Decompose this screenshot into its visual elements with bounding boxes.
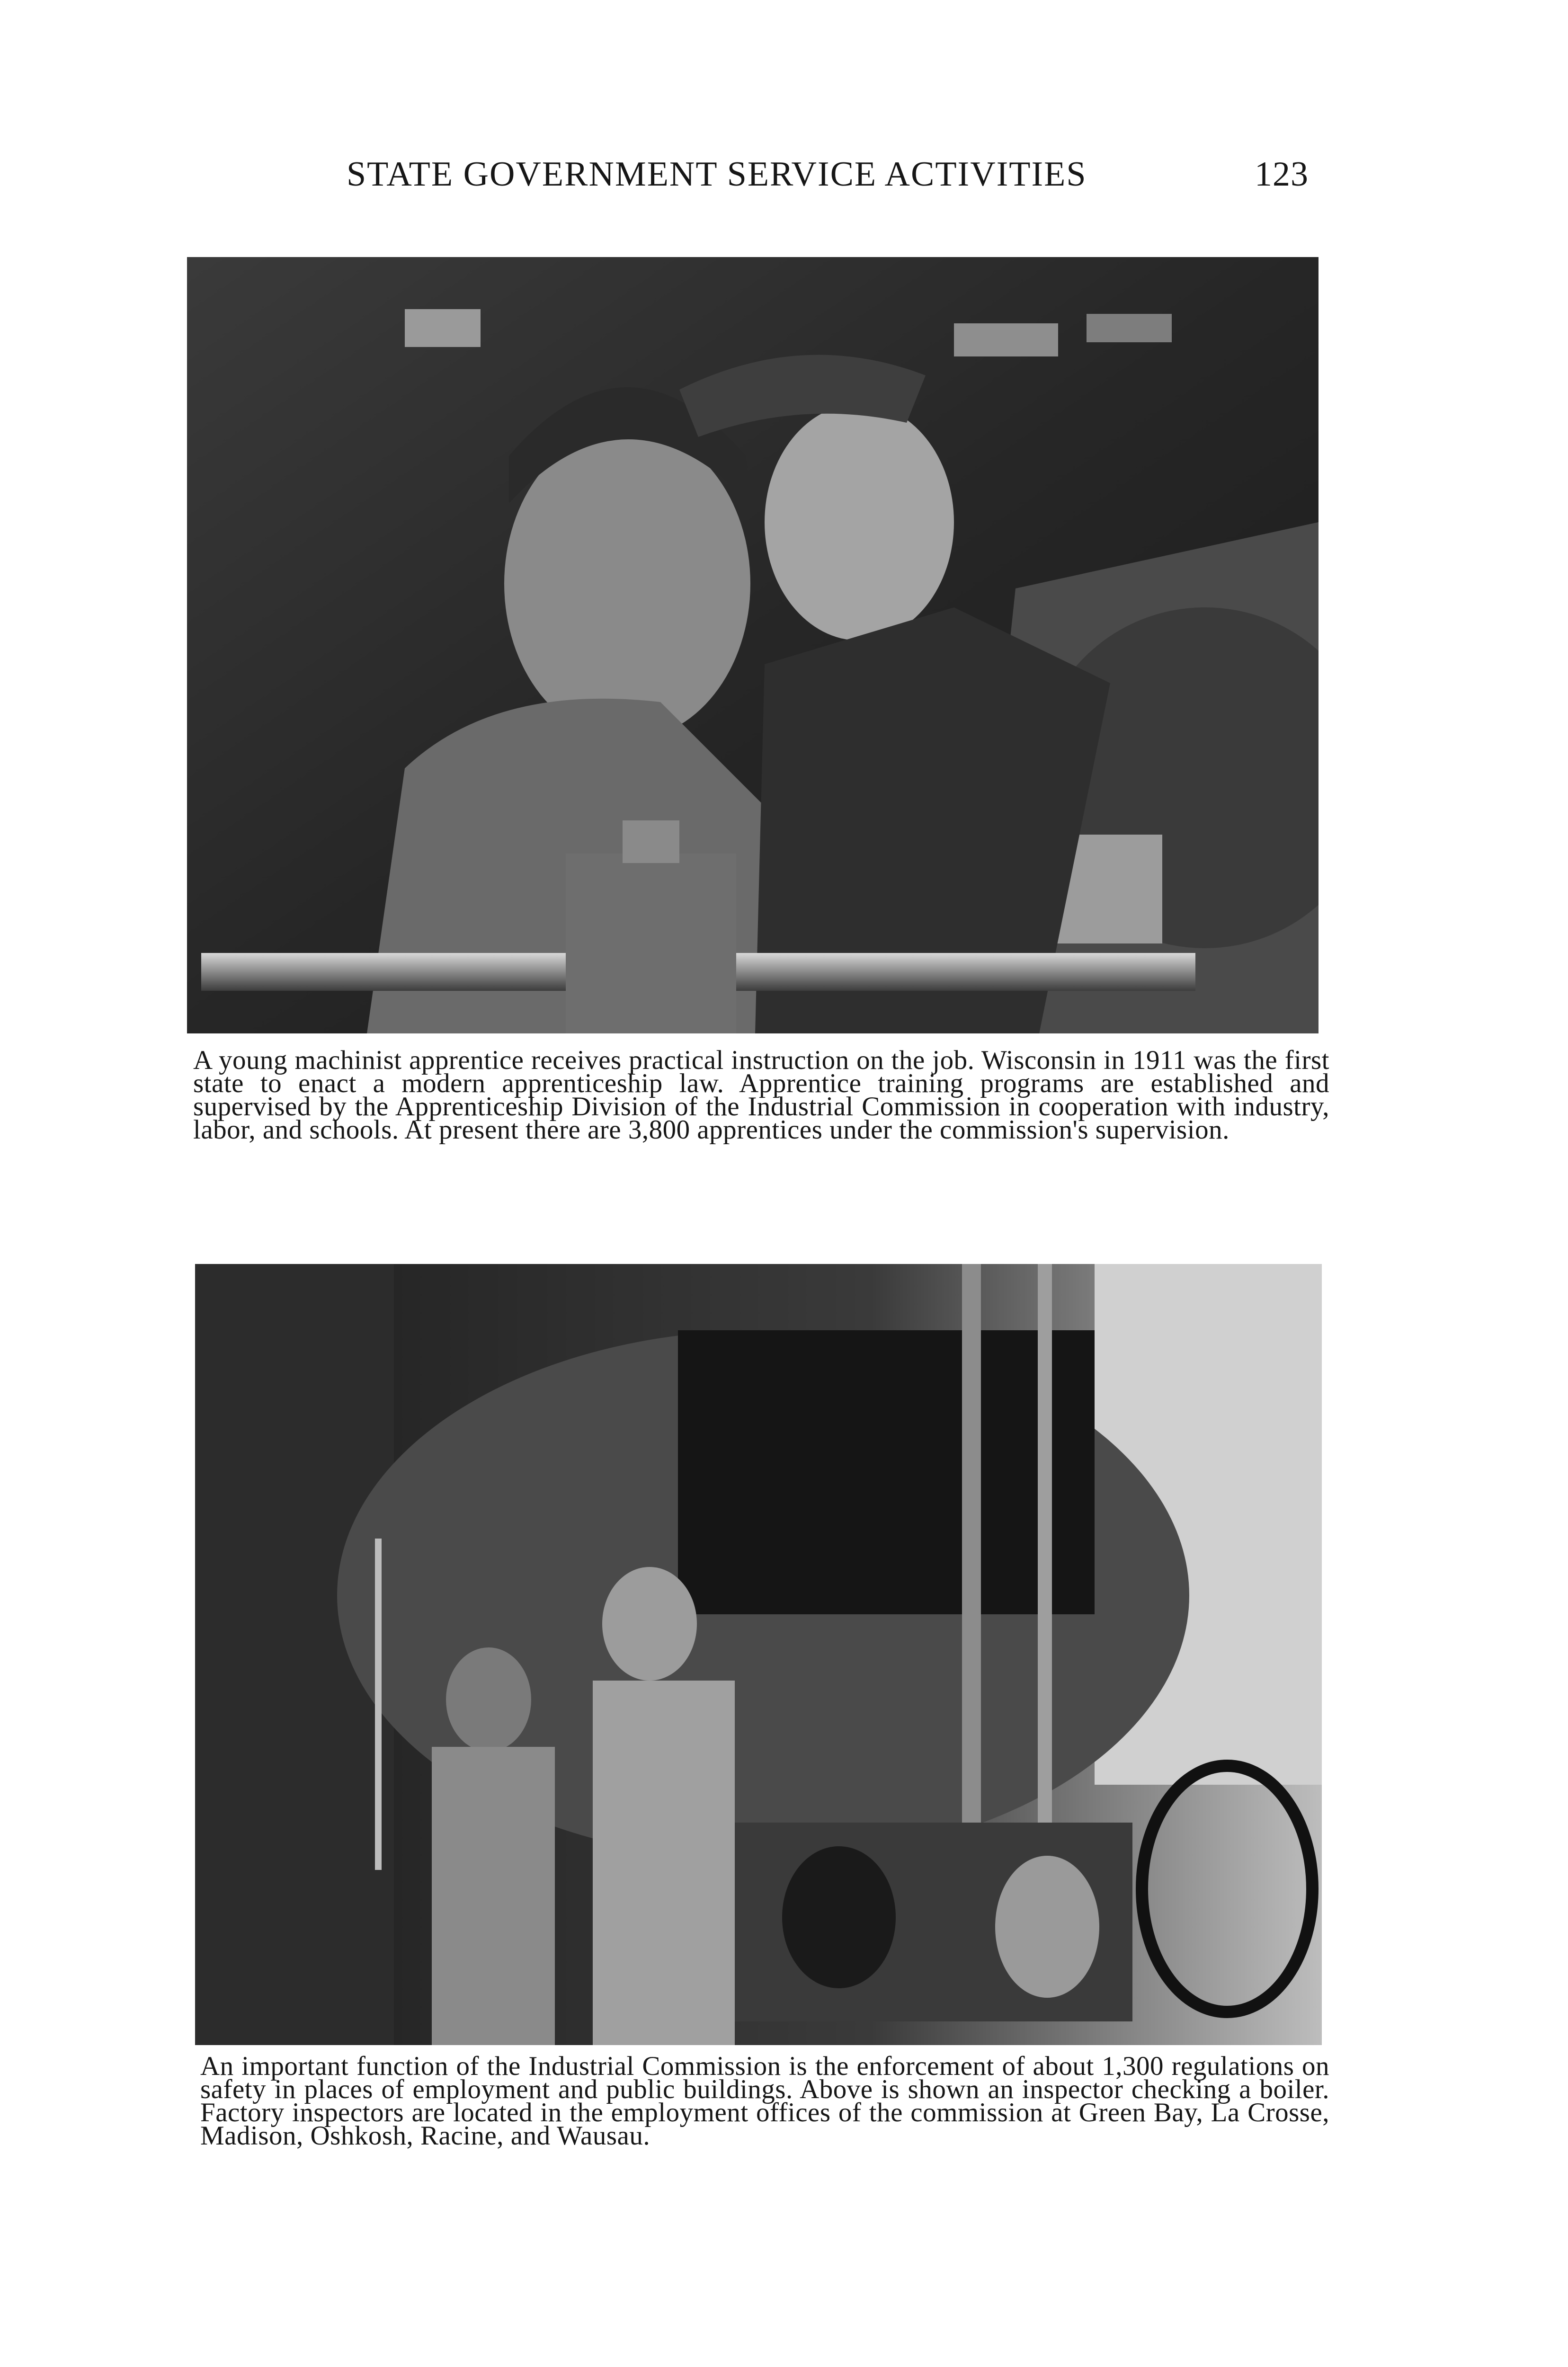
- photo-boiler-inspection: [195, 1264, 1322, 2045]
- running-title: STATE GOVERNMENT SERVICE ACTIVITIES: [347, 155, 1087, 194]
- boiler-photo-graphic: [195, 1264, 1322, 2045]
- machinist-photo-graphic: [187, 257, 1319, 1033]
- running-head: [347, 151, 1309, 198]
- page-number: 123: [1255, 155, 1309, 194]
- caption-machinist-apprentice: A young machinist apprentice receives practical instruction on the job. Wisconsin in 1911 was the first state to enact a modern apprenticeship law. Apprentice training programs are established and supervised by the Apprenticeship Division of the Industrial Commission in cooperation with industry, labor, and schools. At present there are 3,800 apprentices under the commission's supervision.: [193, 1045, 1329, 1145]
- photo-machinist-apprentice: [187, 257, 1319, 1033]
- caption-boiler-inspection: An important function of the Industrial Commission is the enforcement of about 1,300 regulations on safety in places of employment and public buildings. Above is shown an inspector checking a boiler. Factory inspectors are located in the employment offices of the commission at Green Bay, La Crosse, Madison, Oshkosh, Racine, and Wausau.: [200, 2051, 1329, 2151]
